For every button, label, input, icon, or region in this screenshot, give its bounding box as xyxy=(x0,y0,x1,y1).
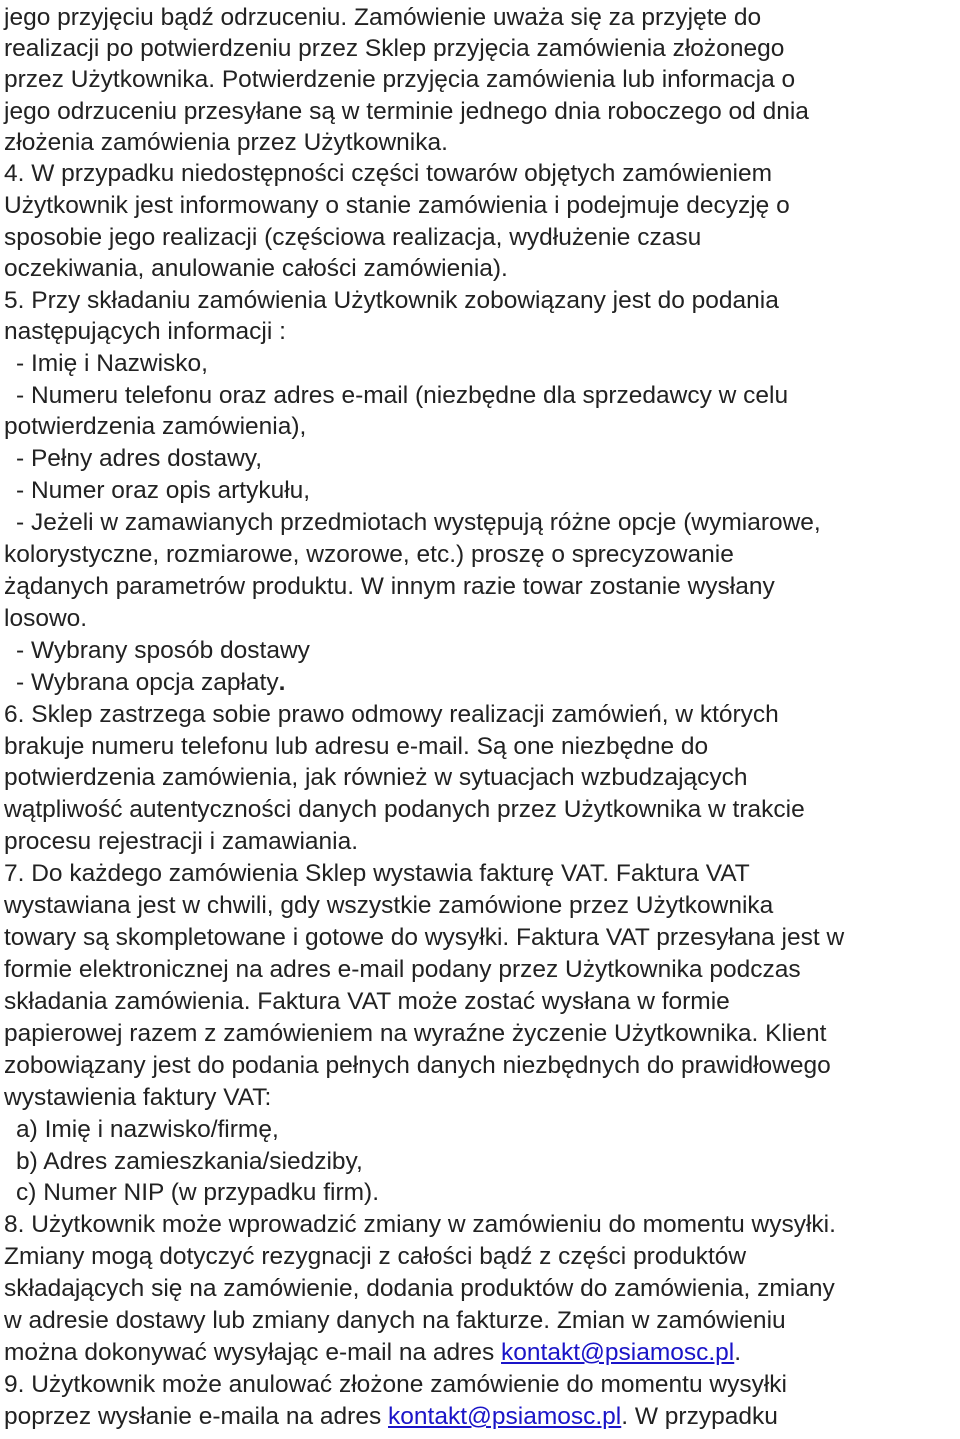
text-line: wystawienia faktury VAT: xyxy=(4,1084,272,1111)
text-line: składania zamówienia. Faktura VAT może zostać wysłana w formie xyxy=(4,988,730,1015)
text-line: przez Użytkownika. Potwierdzenie przyjęcia zamówienia lub informacja o xyxy=(4,66,796,93)
text-line: towary są skompletowane i gotowe do wysyłki. Faktura VAT przesyłana jest w xyxy=(4,924,845,951)
list-item: - Jeżeli w zamawianych przedmiotach występują różne opcje (wymiarowe, xyxy=(16,509,821,536)
list-item: a) Imię i nazwisko/firmę, xyxy=(16,1116,279,1143)
bold-period: . xyxy=(278,669,286,696)
email-link[interactable]: kontakt@psiamosc.pl xyxy=(501,1339,735,1366)
list-item: - Numer oraz opis artykułu, xyxy=(16,477,311,504)
list-item: - Wybrany sposób dostawy xyxy=(16,637,310,664)
text-line: 6. Sklep zastrzega sobie prawo odmowy realizacji zamówień, w których xyxy=(4,701,779,728)
line-text: poprzez wysłanie e-maila na adres xyxy=(4,1403,389,1430)
text-line: żądanych parametrów produktu. W innym razie towar zostanie wysłany xyxy=(4,573,775,600)
text-line: 4. W przypadku niedostępności części towarów objętych zamówieniem xyxy=(4,160,773,187)
list-item-text: - Wybrana opcja zapłaty xyxy=(16,669,279,696)
text-line: 7. Do każdego zamówienia Sklep wystawia fakturę VAT. Faktura VAT xyxy=(4,860,750,887)
text-line: oczekiwania, anulowanie całości zamówienia). xyxy=(4,255,508,282)
text-line: losowo. xyxy=(4,605,88,632)
text-line: następujących informacji : xyxy=(4,318,286,345)
text-line: 5. Przy składaniu zamówienia Użytkownik zobowiązany jest do podania xyxy=(4,287,779,314)
list-item: c) Numer NIP (w przypadku firm). xyxy=(16,1179,380,1206)
text-line: papierowej razem z zamówieniem na wyraźne życzenie Użytkownika. Klient xyxy=(4,1020,827,1047)
text-line: Użytkownik jest informowany o stanie zamówienia i podejmuje decyzję o xyxy=(4,192,790,219)
text-line: kolorystyczne, rozmiarowe, wzorowe, etc.) proszę o sprecyzowanie xyxy=(4,541,734,568)
email-link[interactable]: kontakt@psiamosc.pl xyxy=(388,1403,622,1430)
text-line: realizacji po potwierdzeniu przez Sklep przyjęcia zamówienia złożonego xyxy=(4,35,785,62)
list-item: b) Adres zamieszkania/siedziby, xyxy=(16,1148,363,1175)
list-item: - Imię i Nazwisko, xyxy=(16,350,208,377)
text-line: zobowiązany jest do podania pełnych danych niezbędnych do prawidłowego xyxy=(4,1052,831,1079)
list-item: - Numeru telefonu oraz adres e-mail (niezbędne dla sprzedawcy w celu xyxy=(16,382,789,409)
text-line: 8. Użytkownik może wprowadzić zmiany w zamówieniu do momentu wysyłki. xyxy=(4,1211,836,1238)
text-line: formie elektronicznej na adres e-mail podany przez Użytkownika podczas xyxy=(4,956,801,983)
text-line: brakuje numeru telefonu lub adresu e-mail. Są one niezbędne do xyxy=(4,733,709,760)
text-line: jego odrzuceniu przesyłane są w terminie jednego dnia roboczego od dnia xyxy=(4,98,809,125)
text-line: wystawiana jest w chwili, gdy wszystkie zamówione przez Użytkownika xyxy=(4,892,774,919)
line-text: można dokonywać wysyłając e-mail na adres xyxy=(4,1339,502,1366)
text-line: Zmiany mogą dotyczyć rezygnacji z całości bądź z części produktów xyxy=(4,1243,747,1270)
text-line xyxy=(4,1337,741,1369)
text-line: procesu rejestracji i zamawiania. xyxy=(4,828,359,855)
text-line: 9. Użytkownik może anulować złożone zamówienie do momentu wysyłki xyxy=(4,1371,787,1398)
text-line: w adresie dostawy lub zmiany danych na fakturze. Zmian w zamówieniu xyxy=(4,1307,786,1334)
list-item: - Pełny adres dostawy, xyxy=(16,445,263,472)
text-line: składających się na zamówienie, dodania produktów do zamówienia, zmiany xyxy=(4,1275,835,1302)
text-line: potwierdzenia zamówienia), xyxy=(4,413,307,440)
text-line: jego przyjęciu bądź odrzuceniu. Zamówienie uważa się za przyjęte do xyxy=(4,4,762,31)
line-text: . W przypadku xyxy=(621,1403,778,1430)
line-end-period: . xyxy=(734,1339,742,1366)
text-line: sposobie jego realizacji (częściowa realizacja, wydłużenie czasu xyxy=(4,224,702,251)
text-line xyxy=(4,1401,778,1433)
text-line: wątpliwość autentyczności danych podanych przez Użytkownika w trakcie xyxy=(4,796,805,823)
text-line: złożenia zamówienia przez Użytkownika. xyxy=(4,129,448,156)
list-item xyxy=(16,667,285,699)
text-line: potwierdzenia zamówienia, jak również w sytuacjach wzbudzających xyxy=(4,764,748,791)
